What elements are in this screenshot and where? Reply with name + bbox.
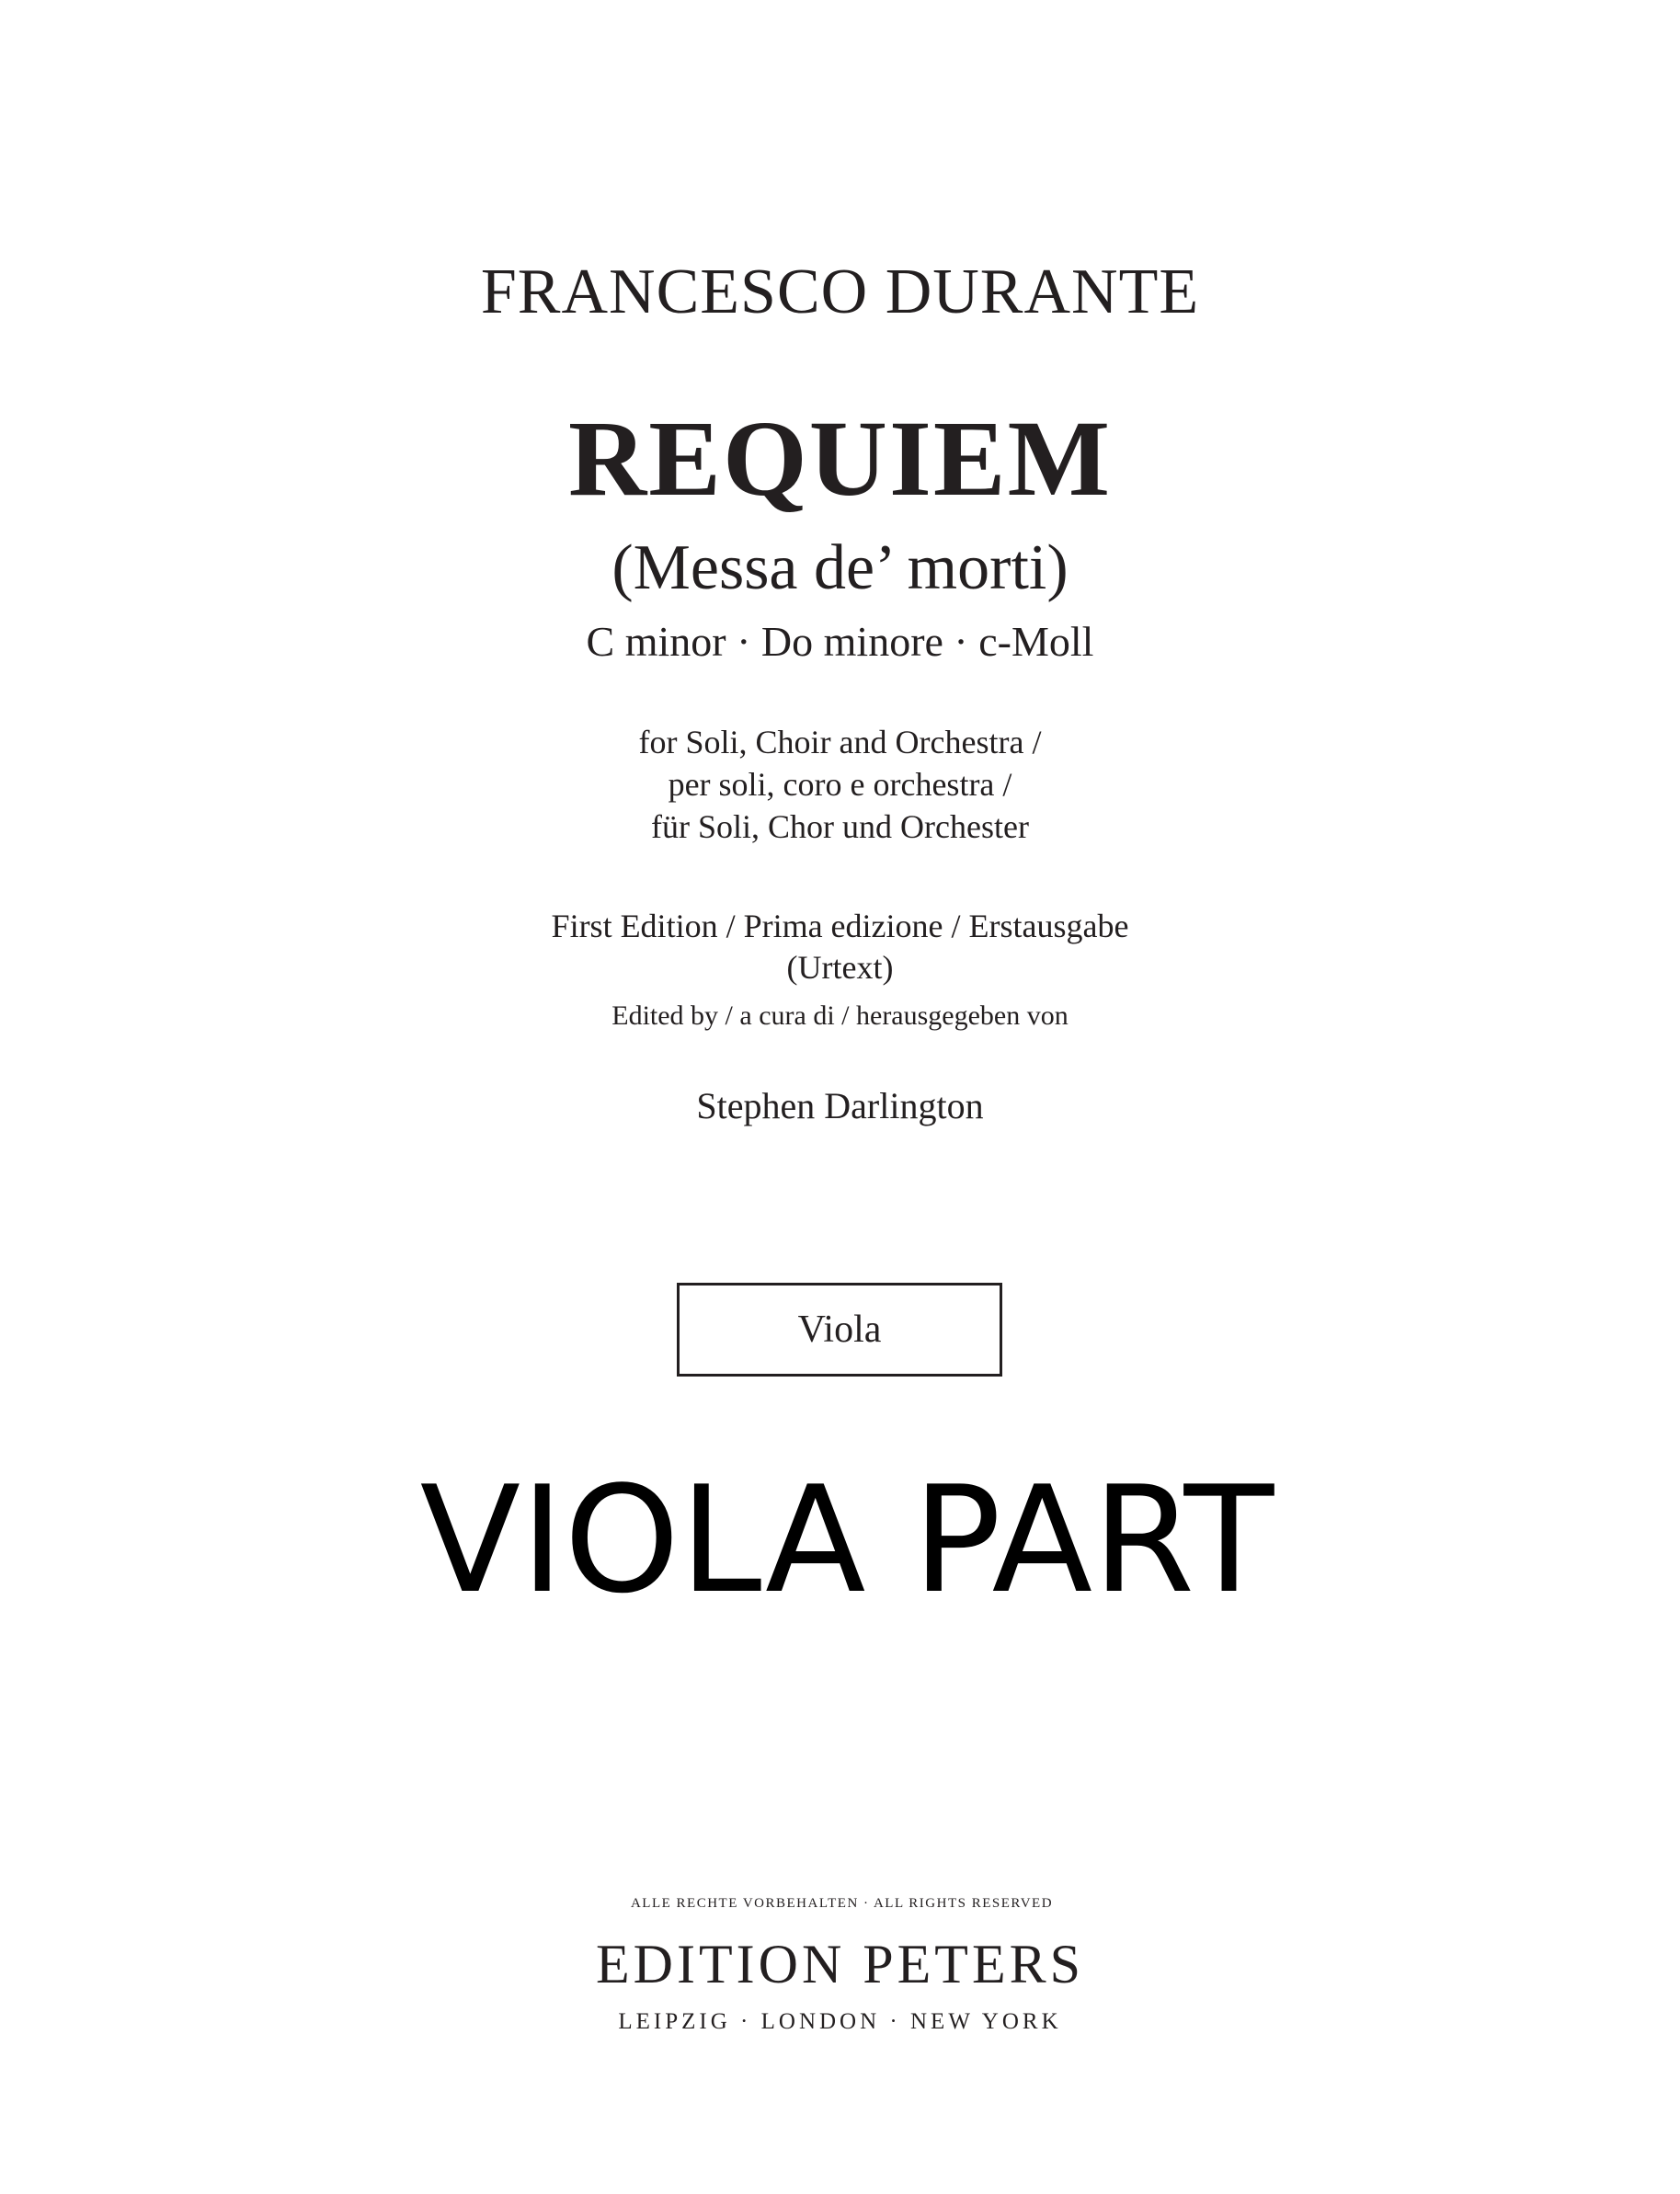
work-subtitle: (Messa de’ morti) — [611, 532, 1069, 603]
editor-name: Stephen Darlington — [696, 1085, 984, 1126]
edited-by-label: Edited by / a cura di / herausgegeben von — [611, 1000, 1069, 1031]
publisher-name: EDITION PETERS — [596, 1934, 1084, 1994]
part-label: Viola — [797, 1308, 882, 1351]
key-signature-line: C minor · Do minore · c-Moll — [586, 618, 1094, 665]
edition-info — [0, 906, 1680, 988]
rights-notice: ALLE RECHTE VORBEHALTEN · ALL RIGHTS RESERVED — [630, 1896, 1054, 1911]
forces-line-english: for Soli, Choir and Orchestra / — [638, 724, 1042, 760]
composer-name: FRANCESCO DURANTE — [480, 257, 1200, 327]
forces-line-italian: per soli, coro e orchestra / — [668, 766, 1012, 803]
publisher-cities: LEIPZIG · LONDON · NEW YORK — [618, 2009, 1062, 2034]
part-label-box — [677, 1283, 1002, 1377]
edition-line: First Edition / Prima edizione / Erstausgabe — [551, 908, 1129, 944]
viola-part-overlay-text: VIOLA PART — [419, 1454, 1274, 1626]
work-title: REQUIEM — [568, 398, 1112, 519]
forces-line-german: für Soli, Chor und Orchester — [651, 808, 1029, 845]
performing-forces — [0, 721, 1680, 848]
urtext-line: (Urtext) — [786, 949, 894, 986]
